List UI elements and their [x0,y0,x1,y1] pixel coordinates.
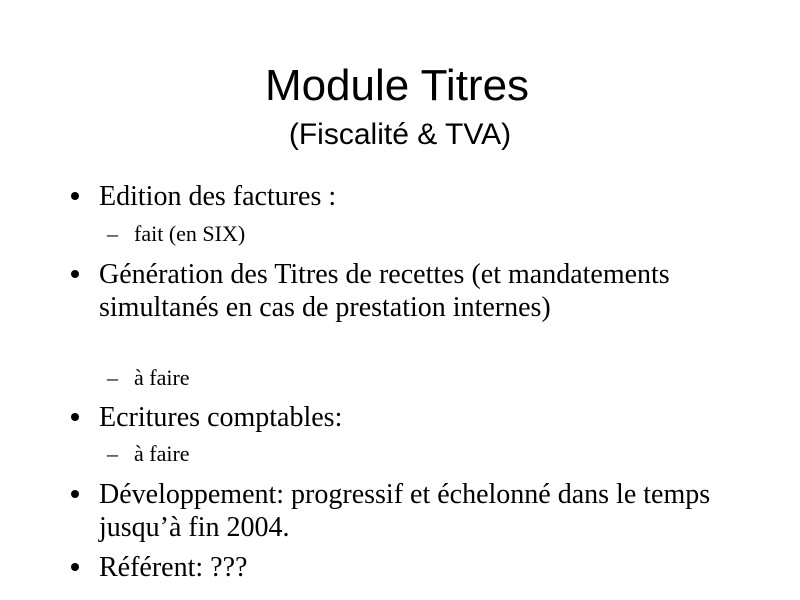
dash-icon: – [107,365,118,390]
sub-bullet-text: fait (en SIX) [134,221,246,246]
bullet-dot-icon [71,413,79,421]
bullet-dot-icon [71,192,79,200]
bullet-dot-icon [71,563,79,571]
title-main: Module Titres [264,61,530,110]
bullet-dot-icon [71,490,79,498]
sub-bullet-text: à faire [134,365,190,390]
dash-icon: – [107,221,118,246]
bullet-text: Edition des factures : [99,181,337,212]
bullet-text: Référent: ??? [99,552,248,583]
bullet-text: Ecritures comptables: [99,402,343,433]
sub-bullet-text: à faire [134,441,190,466]
bullet-dot-icon [71,270,79,278]
title-subtitle: (Fiscalité & TVA) [288,118,512,151]
bullet-text: Développement: progressif et échelonné dans le temps jusqu’à fin 2004. [99,479,711,543]
dash-icon: – [107,441,118,466]
bullet-text: Génération des Titres de recettes (et mandatements simultanés en cas de prestation internes) [99,259,670,323]
